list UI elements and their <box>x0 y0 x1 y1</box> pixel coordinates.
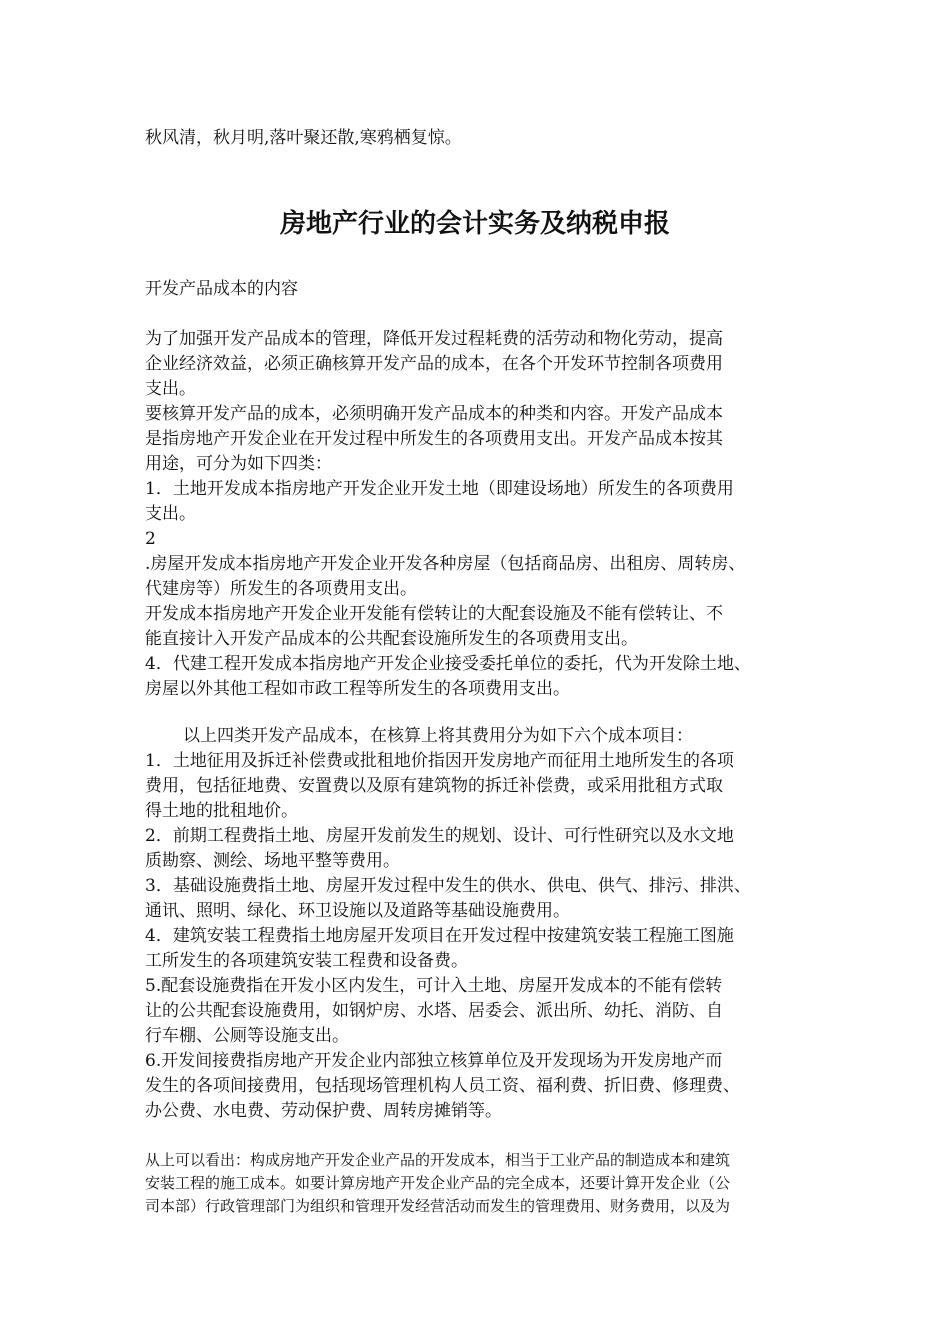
paragraph-line: 2 <box>145 529 156 549</box>
paragraph-line: 4．建筑安装工程费指土地房屋开发项目在开发过程中按建筑安装工程施工图施 <box>145 926 734 946</box>
paragraph-line: 让的公共配套设施费用，如钢炉房、水塔、居委会、派出所、幼托、消防、自 <box>145 1001 723 1021</box>
paragraph-line: 2．前期工程费指土地、房屋开发前发生的规划、设计、可行性研究以及水文地 <box>145 826 734 846</box>
document-title: 房地产行业的会计实务及纳税申报 <box>279 209 670 239</box>
paragraph-line: 支出。 <box>145 504 196 524</box>
paragraph-line: 开发成本指房地产开发企业开发能有偿转让的大配套设施及不能有偿转让、不 <box>145 604 723 624</box>
paragraph-line: 4．代建工程开发成本指房地产开发企业接受委托单位的委托，代为开发除土地、 <box>145 654 751 674</box>
paragraph-line: 行车棚、公厕等设施支出。 <box>145 1026 349 1046</box>
paragraph-line: 支出。 <box>145 379 196 399</box>
paragraph-line: 房屋以外其他工程如市政工程等所发生的各项费用支出。 <box>145 679 570 699</box>
paragraph-line: 得土地的批租地价。 <box>145 801 298 821</box>
paragraph-line: 用途，可分为如下四类： <box>145 454 332 474</box>
paragraph-line: 是指房地产开发企业在开发过程中所发生的各项费用支出。开发产品成本按其 <box>145 429 723 449</box>
paragraph-line: 发生的各项间接费用，包括现场管理机构人员工资、福利费、折旧费、修理费、 <box>145 1076 740 1096</box>
paragraph-line: 办公费、水电费、劳动保护费、周转房摊销等。 <box>145 1101 502 1121</box>
paragraph-line: 要核算开发产品的成本，必须明确开发产品成本的种类和内容。开发产品成本 <box>145 404 723 424</box>
paragraph-line: 从上可以看出：构成房地产开发企业产品的开发成本，相当于工业产品的制造成本和建筑 <box>145 1151 731 1169</box>
section-heading: 开发产品成本的内容 <box>145 279 298 299</box>
items-intro: 以上四类开发产品成本，在核算上将其费用分为如下六个成本项目： <box>183 726 693 746</box>
paragraph-line: 费用，包括征地费、安置费以及原有建筑物的拆迁补偿费，或采用批租方式取 <box>145 776 723 796</box>
paragraph-line: 质勘察、测绘、场地平整等费用。 <box>145 851 400 871</box>
paragraph-line: 代建房等）所发生的各项费用支出。 <box>145 579 417 599</box>
paragraph-line: 通讯、照明、绿化、环卫设施以及道路等基础设施费用。 <box>145 901 570 921</box>
paragraph-line: 3．基础设施费指土地、房屋开发过程中发生的供水、供电、供气、排污、排洪、 <box>145 876 751 896</box>
paragraph-line: 为了加强开发产品成本的管理，降低开发过程耗费的活劳动和物化劳动，提高 <box>145 329 723 349</box>
paragraph-line: 能直接计入开发产品成本的公共配套设施所发生的各项费用支出。 <box>145 629 638 649</box>
paragraph-line: 1．土地征用及拆迁补偿费或批租地价指因开发房地产而征用土地所发生的各项 <box>145 751 734 771</box>
poem-line: 秋风清，秋月明,落叶聚还散,寒鸦栖复惊。 <box>145 128 462 148</box>
paragraph-line: 6.开发间接费指房地产开发企业内部独立核算单位及开发现场为开发房地产而 <box>145 1051 723 1071</box>
paragraph-line: 5.配套设施费指在开发小区内发生，可计入土地、房屋开发成本的不能有偿转 <box>145 976 723 996</box>
paragraph-line: 安装工程的施工成本。如要计算房地产开发企业产品的完全成本，还要计算开发企业（公 <box>145 1174 731 1192</box>
paragraph-line: .房屋开发成本指房地产开发企业开发各种房屋（包括商品房、出租房、周转房、 <box>145 554 746 574</box>
paragraph-line: 工所发生的各项建筑安装工程费和设备费。 <box>145 951 468 971</box>
paragraph-line: 企业经济效益，必须正确核算开发产品的成本，在各个开发环节控制各项费用 <box>145 354 723 374</box>
paragraph-line: 司本部）行政管理部门为组织和管理开发经营活动而发生的管理费用、财务费用，以及为 <box>145 1197 731 1215</box>
paragraph-line: 1．土地开发成本指房地产开发企业开发土地（即建设场地）所发生的各项费用 <box>145 479 734 499</box>
